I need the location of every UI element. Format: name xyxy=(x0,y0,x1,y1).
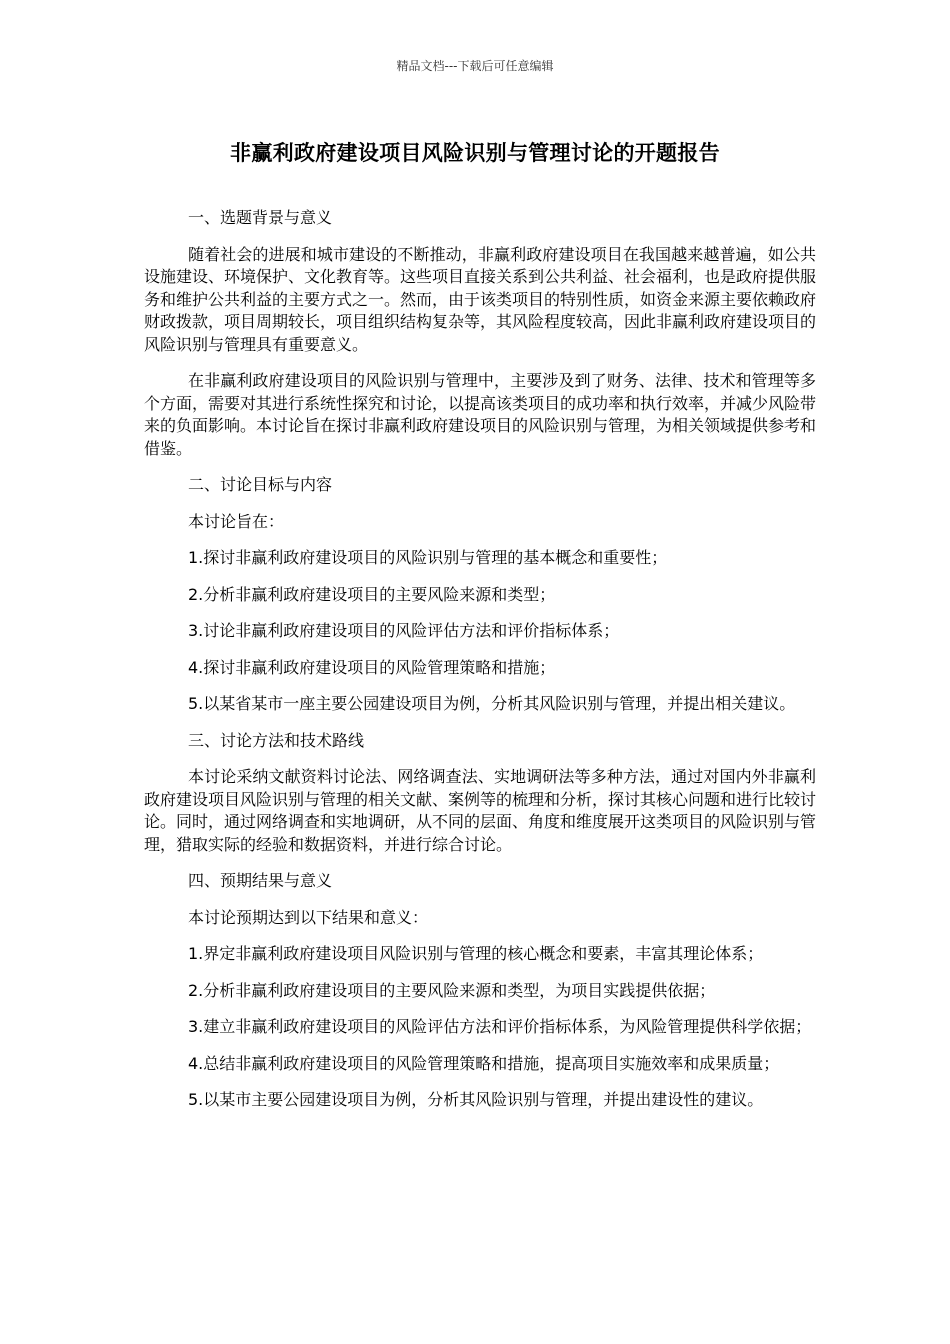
objective-item-3: 3.讨论非赢利政府建设项目的风险评估方法和评价指标体系； xyxy=(188,621,620,640)
result-item-3: 3.建立非赢利政府建设项目的风险评估方法和评价指标体系，为风险管理提供科学依据； xyxy=(188,1017,812,1036)
objective-item-4: 4.探讨非赢利政府建设项目的风险管理策略和措施； xyxy=(188,657,556,677)
paragraph-objectives-intro: 本讨论旨在： xyxy=(188,511,285,531)
paragraph-methods: 本讨论采纳文献资料讨论法、网络调查法、实地调研法等多种方法，通过对国内外非赢利政府建设项目风险识别与管理的相关文献、案例等的梳理和分析，探讨其核心问题和进行比较讨论。同时，通过网络调查和实地调研，从不同的层面、角度和维度展开这类项目的风险识别与管理，猎取实际的经验和数据资料，并进行综合讨论。 xyxy=(144,767,817,854)
result-item-1: 1.界定非赢利政府建设项目风险识别与管理的核心概念和要素，丰富其理论体系； xyxy=(188,944,764,963)
section-heading-methods: 三、讨论方法和技术路线 xyxy=(188,730,365,750)
paragraph-background-1: 随着社会的进展和城市建设的不断推动，非赢利政府建设项目在我国越来越普遍，如公共设施建设、环境保护、文化教育等。这些项目直接关系到公共利益、社会福利，也是政府提供服务和维护公共利益的主要方式之一。然而，由于该类项目的特别性质，如资金来源主要依赖政府财政拨款，项目周期较长，项目组织结构复杂等，其风险程度较高，因此非赢利政府建设项目的风险识别与管理具有重要意义。 xyxy=(144,244,817,354)
result-item-2: 2.分析非赢利政府建设项目的主要风险来源和类型，为项目实践提供依据； xyxy=(188,980,716,1000)
paragraph-results-intro: 本讨论预期达到以下结果和意义： xyxy=(188,907,429,927)
objective-item-5: 5.以某省某市一座主要公园建设项目为例，分析其风险识别与管理，并提出相关建议。 xyxy=(188,694,796,713)
result-item-4: 4.总结非赢利政府建设项目的风险管理策略和措施，提高项目实施效率和成果质量； xyxy=(188,1053,780,1073)
section-heading-objectives: 二、讨论目标与内容 xyxy=(188,475,333,494)
paragraph-background-2: 在非赢利政府建设项目的风险识别与管理中，主要涉及到了财务、法律、技术和管理等多个方面，需要对其进行系统性探究和讨论，以提高该类项目的成功率和执行效率，并减少风险带来的负面影响。本讨论旨在探讨非赢利政府建设项目的风险识别与管理，为相关领域提供参考和借鉴。 xyxy=(144,371,817,458)
document-body xyxy=(144,207,816,1126)
objective-item-2: 2.分析非赢利政府建设项目的主要风险来源和类型； xyxy=(188,584,556,604)
result-item-5: 5.以某市主要公园建设项目为例，分析其风险识别与管理，并提出建设性的建议。 xyxy=(188,1090,764,1109)
document-title: 非赢利政府建设项目风险识别与管理讨论的开题报告 xyxy=(230,141,720,165)
section-heading-background: 一、选题背景与意义 xyxy=(188,208,333,227)
section-heading-results: 四、预期结果与意义 xyxy=(188,871,333,890)
objective-item-1: 1.探讨非赢利政府建设项目的风险识别与管理的基本概念和重要性； xyxy=(188,548,668,567)
page-header: 精品文档---下载后可任意编辑 xyxy=(396,59,554,73)
